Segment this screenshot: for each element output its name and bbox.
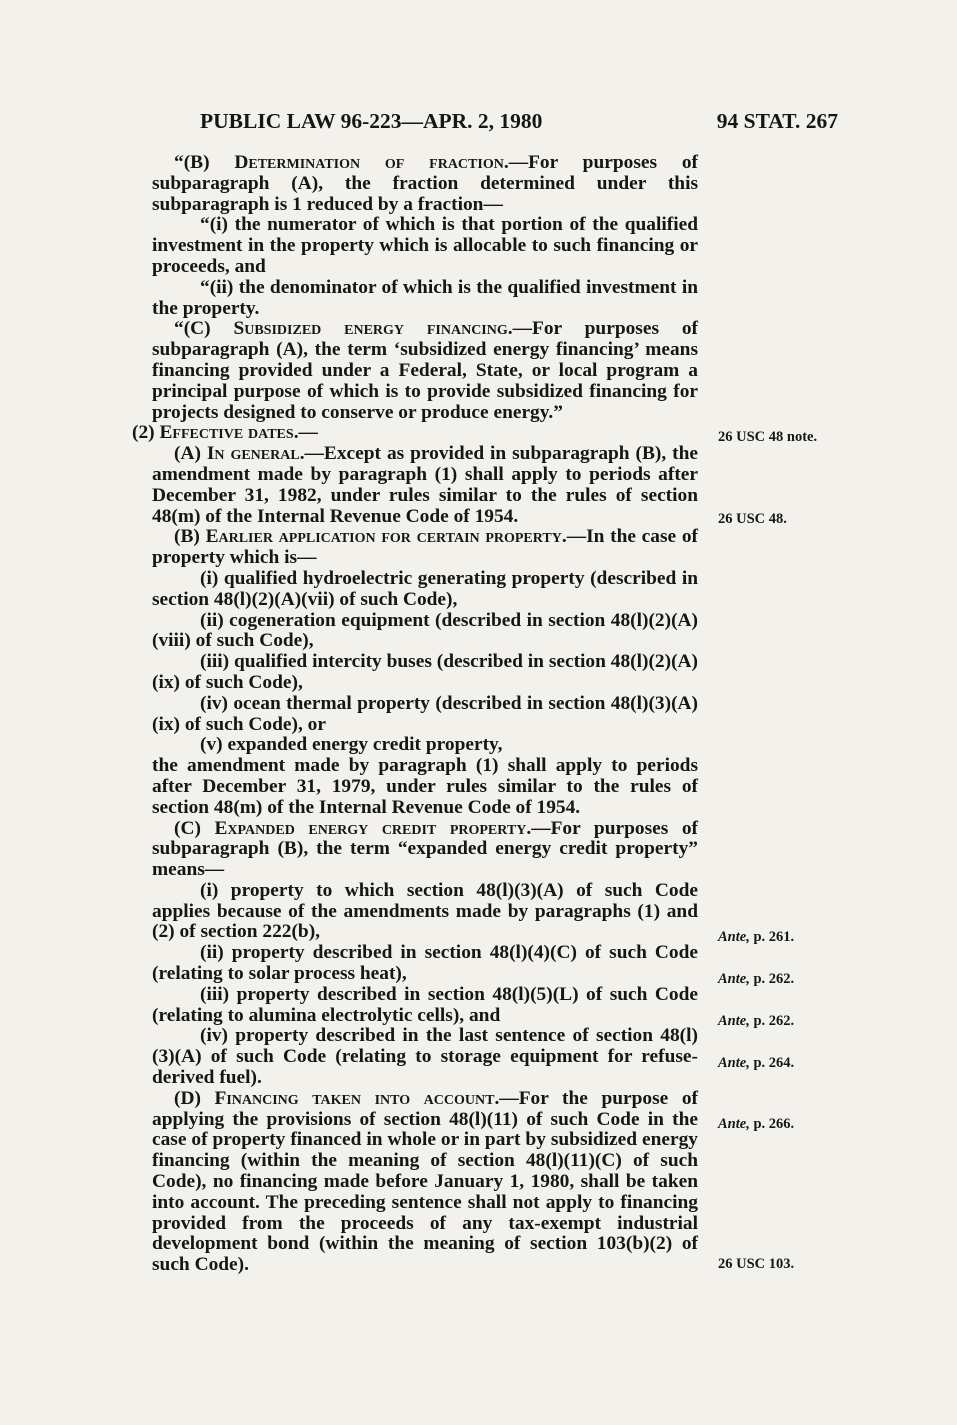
clause-v-expanded: (v) expanded energy credit property, xyxy=(200,734,503,756)
para-b-determination: “(B) Determination of fraction.—For purposes of subparagraph (A), the fraction determined under this subparagraph is 1 reduced by a fraction— xyxy=(152,152,698,215)
clause-ii-denominator: “(ii) the denominator of which is the qualified investment in the property. xyxy=(152,276,698,319)
clause-iv-storage: (iv) property described in the last sentence of section 48(l)(3)(A) of such Code (relating to storage equipment for refuse-derived fuel). xyxy=(152,1025,698,1089)
clause-i-property: (i) property to which section 48(l)(3)(A) of such Code applies because of the amendments made by paragraphs (1) and (2) of section 222(b), xyxy=(152,879,698,943)
clause-i-hydroelectric: (i) qualified hydroelectric generating property (described in section 48(l)(2)(A)(vii) of such Code), xyxy=(152,567,698,610)
clause-ii-solar: (ii) property described in section 48(l)(4)(C) of such Code (relating to solar process heat), xyxy=(152,942,698,985)
margin-note: Ante, p. 261. xyxy=(718,929,795,945)
para-b-flush-text: the amendment made by paragraph (1) shall apply to periods after December 31, 1979, under rules similar to the rules of section 48(m) of the Internal Revenue Code of 1954. xyxy=(152,755,698,818)
margin-note: 26 USC 103. xyxy=(718,1256,795,1272)
clause-i-numerator: “(i) the numerator of which is that portion of the qualified investment in the property which is allocable to such financing or proceeds, and xyxy=(152,214,698,277)
clause-iii-buses: (iii) qualified intercity buses (described in section 48(l)(2)(A)(ix) of such Code), xyxy=(152,651,698,693)
para-b-earlier-application: (B) Earlier application for certain property.—In the case of property which is— xyxy=(152,526,698,569)
para-2-effective-dates: (2) Effective dates.— xyxy=(132,422,318,444)
header-stat-page: 94 STAT. 267 xyxy=(716,109,838,133)
para-c-expanded-property: (C) Expanded energy credit property.—For purposes of subparagraph (B), the term “expanded energy credit property” means— xyxy=(152,817,698,881)
clause-iv-ocean-thermal: (iv) ocean thermal property (described in section 48(l)(3)(A)(ix) of such Code), or xyxy=(152,692,698,735)
para-c-subsidized: “(C) Subsidized energy financing.—For purposes of subparagraph (A), the term ‘subsidized energy financing’ means financing provided under a Federal, State, or local program a principal purpose of which is to provide subsidized financing for projects designed to conserve or produce energy.” xyxy=(152,318,698,423)
para-a-in-general: (A) In general.—Except as provided in subparagraph (B), the amendment made by paragraph (1) shall apply to periods after December 31, 1982, under rules similar to the rules of section 48(m) of the Internal Revenue Code of 1954. xyxy=(152,443,698,527)
para-d-financing: (D) Financing taken into account.—For the purpose of applying the provisions of section 48(l)(11) of such Code in the case of property financed in whole or in part by subsidized energy financing (within the meaning of section 48(l)(11)(C) of such Code), no financing made before January 1, 1980, shall be taken into account. The preceding sentence shall not apply to financing provided from the proceeds of any tax-exempt industrial development bond (within the meaning of section 103(b)(2) of such Code). xyxy=(152,1087,699,1276)
margin-note: 26 USC 48. xyxy=(718,511,787,527)
statute-body xyxy=(132,152,699,1276)
margin-note: Ante, p. 264. xyxy=(718,1055,795,1071)
margin-note: 26 USC 48 note. xyxy=(718,429,818,445)
margin-note: Ante, p. 262. xyxy=(718,1013,795,1029)
clause-iii-alumina: (iii) property described in section 48(l)(5)(L) of such Code (relating to alumina electrolytic cells), and xyxy=(152,983,698,1026)
clause-ii-cogeneration: (ii) cogeneration equipment (described in section 48(l)(2)(A)(viii) of such Code), xyxy=(152,609,698,652)
header-law-citation: PUBLIC LAW 96-223—APR. 2, 1980 xyxy=(200,109,543,133)
margin-note: Ante, p. 266. xyxy=(718,1116,795,1132)
margin-note: Ante, p. 262. xyxy=(718,971,795,987)
